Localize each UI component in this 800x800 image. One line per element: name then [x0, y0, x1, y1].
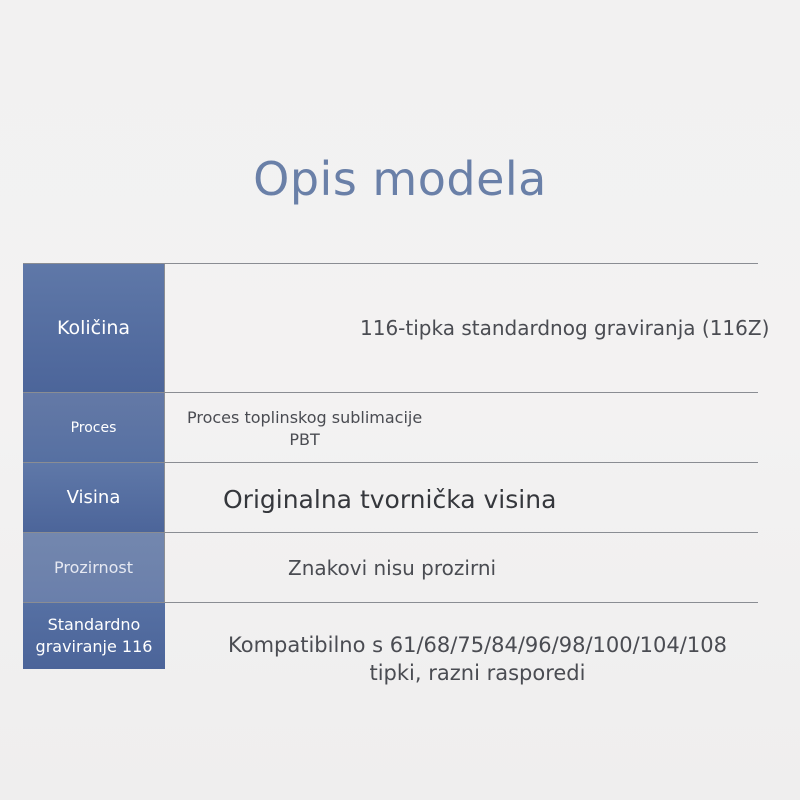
row-value-text: Originalna tvornička visina — [223, 485, 557, 514]
table-row-standardno-graviranje — [23, 602, 758, 685]
row-label: Količina — [23, 264, 165, 392]
table-row-visina — [23, 462, 758, 532]
spec-table — [23, 263, 770, 685]
page-title: Opis modela — [253, 152, 547, 206]
row-value — [165, 264, 770, 392]
row-label-line-2: graviranje 116 — [35, 637, 153, 656]
row-label-line-1: Standardno — [47, 615, 141, 634]
row-label: Proces — [23, 393, 165, 462]
row-value — [165, 393, 758, 462]
row-label: Prozirnost — [23, 533, 165, 602]
row-label — [23, 603, 165, 669]
row-value-text — [228, 631, 727, 687]
table-row-proces — [23, 392, 758, 462]
row-value-text: Znakovi nisu prozirni — [288, 556, 497, 580]
table-row-kolicina — [23, 263, 770, 392]
row-value — [165, 603, 758, 685]
row-value-text: 116-tipka standardnog graviranja (116Z) — [360, 316, 770, 340]
row-value-text — [187, 407, 422, 451]
row-value-line-1: Proces toplinskog sublimacije — [187, 408, 423, 427]
row-value-line-2: tipki, razni rasporedi — [369, 661, 586, 685]
row-value-line-2: PBT — [289, 430, 320, 449]
table-row-prozirnost — [23, 532, 758, 602]
row-label: Visina — [23, 463, 165, 532]
row-value-line-1: Kompatibilno s 61/68/75/84/96/98/100/104/108 — [228, 633, 727, 657]
row-value — [165, 533, 758, 602]
row-value — [165, 463, 758, 532]
